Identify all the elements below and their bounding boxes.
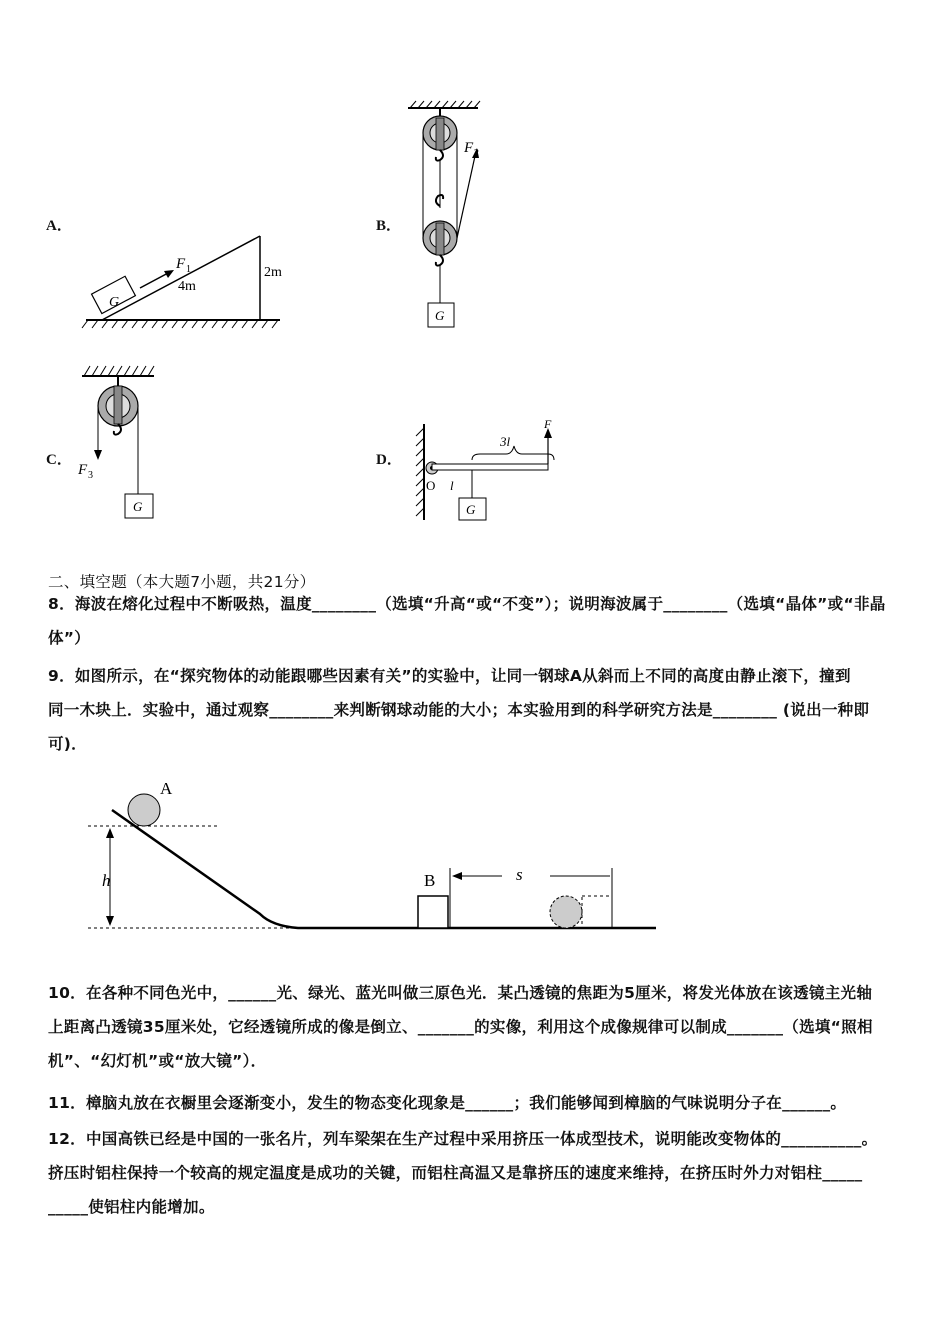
force-f2-sub: 2 — [474, 148, 479, 159]
distance-s-label: s — [516, 865, 523, 884]
lever-bar — [432, 464, 548, 470]
weight-g-label: G — [435, 308, 445, 323]
q10-line-2: 上距离凸透镜35厘米处，它经透镜所成的像是倒立、_______的实像，利用这个成像规律可以制成_______（选填“照相 — [48, 1018, 873, 1036]
question-10 — [48, 976, 908, 1078]
q12-line-3: _____使铝柱内能增加。 — [48, 1198, 215, 1216]
block-g-label: G — [109, 295, 120, 310]
figure-q9-ramp — [88, 770, 668, 940]
question-12 — [48, 1122, 908, 1224]
block-b — [418, 896, 448, 928]
figure-d-lever — [404, 416, 564, 524]
q12-line-2: 挤压时铝柱保持一个较高的规定温度是成功的关键，而铝柱高温又是靠挤压的速度来维持，在挤压时外力对铝柱_____ — [48, 1164, 863, 1182]
ball-a — [128, 794, 160, 826]
d-weight-label: G — [466, 502, 476, 517]
height-label: 2m — [264, 265, 282, 280]
height-h-label: h — [102, 871, 111, 890]
figure-a-incline — [80, 228, 290, 333]
block-b-label: B — [424, 871, 436, 890]
q10-line-3: 机”、“幻灯机”或“放大镜”）． — [48, 1052, 267, 1070]
q9-line-2: 同一木块上．实验中，通过观察________来判断钢球动能的大小；本实验用到的科学研究方法是________ (说出一种即 — [48, 701, 870, 719]
question-11 — [48, 1086, 908, 1120]
figure-b-pulley-block — [400, 98, 510, 333]
q8-line-1: 8．海波在熔化过程中不断吸热，温度________（选填“升高“或“不变”）；说明海波属于________（选填“晶体”或“非晶 — [48, 595, 886, 613]
option-b-label: B． — [376, 218, 402, 234]
c-weight-label: G — [133, 499, 143, 514]
question-8 — [48, 587, 908, 655]
option-d-label: D． — [376, 452, 402, 468]
q11-line-1: 11．樟脑丸放在衣橱里会逐渐变小，发生的物态变化现象是______；我们能够闻到樟脑的气味说明分子在______。 — [48, 1094, 847, 1112]
force-f3-sub: 3 — [88, 470, 93, 481]
q9-line-3: 可)． — [48, 735, 87, 753]
question-9 — [48, 659, 908, 761]
block-final — [582, 896, 612, 928]
figure-c-fixed-pulley — [72, 360, 172, 524]
q10-line-1: 10．在各种不同色光中，______光、绿光、蓝光叫做三原色光．某凸透镜的焦距为5厘米，将发光体放在该透镜主光轴 — [48, 984, 873, 1002]
ball-final — [550, 896, 582, 928]
force-f1-sub: 1 — [186, 264, 191, 275]
length-l-label: l — [450, 478, 454, 493]
pivot-o-label: O — [426, 478, 436, 493]
q12-line-1: 12．中国高铁已经是中国的一张名片，列车梁架在生产过程中采用挤压一体成型技术，说明能改变物体的__________。 — [48, 1130, 878, 1148]
q8-line-2: 体”） — [48, 629, 91, 647]
length-label: 4m — [178, 279, 196, 294]
force-f2-label: F — [464, 140, 474, 156]
q9-line-1: 9．如图所示，在“探究物体的动能跟哪些因素有关”的实验中，让同一钢球A从斜而上不同的高度由静止滚下，撞到 — [48, 667, 851, 685]
option-a-label: A． — [46, 218, 72, 234]
section-title: 二、填空题（本大题7小题，共21分） — [48, 573, 316, 591]
force-f3-label: F — [78, 462, 88, 478]
option-c-label: C． — [46, 452, 72, 468]
ball-a-label: A — [160, 779, 173, 798]
length-3l-label: 3l — [500, 434, 511, 449]
force-f-label: F — [544, 417, 552, 431]
force-f1-label: F — [176, 256, 186, 272]
